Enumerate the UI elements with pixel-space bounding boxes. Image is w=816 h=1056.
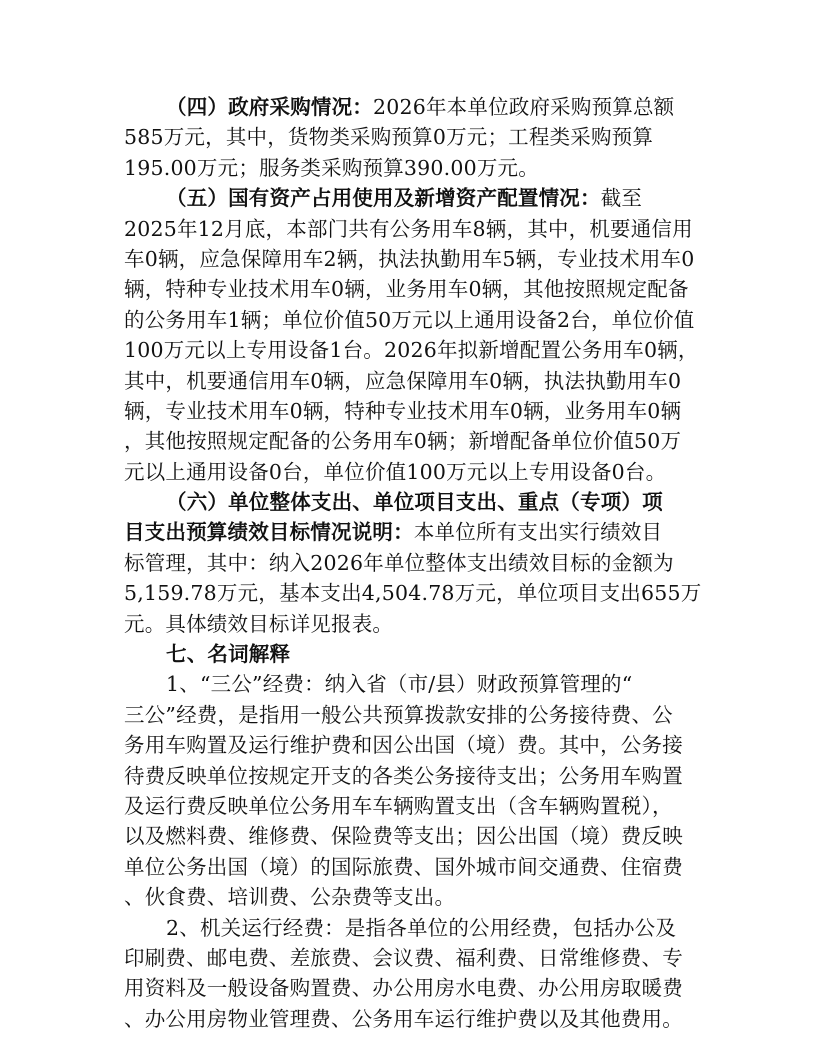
- performance-heading-line-1: （六）单位整体支出、单位项目支出、重点（专项）项: [166, 490, 663, 515]
- procurement-line-3: 195.00万元；服务类采购预算390.00万元。: [124, 155, 539, 180]
- section-7-title: 七、名词解释: [166, 642, 291, 667]
- performance-text-2: 本单位所有支出实行绩效目: [413, 520, 663, 545]
- assets-line-8: 辆，专业技术用车0辆，特种专业技术用车0辆，业务用车0辆: [124, 398, 682, 423]
- procurement-line-1: [124, 92, 698, 122]
- term1-line-7: 单位公务出国（境）的国际旅费、国外城市间交通费、住宿费: [124, 854, 683, 879]
- term1-line-2: 三公”经费，是指用一般公共预算拨款安排的公务接待费、公: [124, 702, 673, 727]
- procurement-heading: （四）政府采购情况：: [166, 95, 373, 119]
- term1-line-3: 务用车购置及运行维护费和因公出国（境）费。其中，公务接: [124, 733, 683, 758]
- procurement-text-1: 2026年本单位政府采购预算总额: [373, 95, 675, 119]
- assets-line-9: ，其他按照规定配备的公务用车0辆；新增配备单位价值50万: [124, 429, 682, 454]
- performance-line-5: 元。具体绩效目标详见报表。: [124, 611, 394, 636]
- term1-line-6: 以及燃料费、维修费、保险费等支出；因公出国（境）费反映: [124, 824, 683, 849]
- term2-line-4: 、办公用房物业管理费、公务用车运行维护费以及其他费用。: [124, 1006, 683, 1031]
- term1-line-8: 、伙食费、培训费、公杂费等支出。: [124, 885, 456, 910]
- performance-line-2: [124, 517, 698, 547]
- assets-line-7: 其中，机要通信用车0辆，应急保障用车0辆，执法执勤用车0: [124, 368, 682, 393]
- assets-line-1: [124, 183, 698, 213]
- performance-line-4: 5,159.78万元，基本支出4,504.78万元，单位项目支出655万: [124, 581, 702, 606]
- term2-line-1: 2、机关运行经费：是指各单位的公用经费，包括办公及: [166, 915, 677, 940]
- assets-line-3: 车0辆，应急保障用车2辆，执法执勤用车5辆，专业技术用车0: [124, 246, 695, 271]
- procurement-line-2: 585万元，其中，货物类采购预算0万元；工程类采购预算: [124, 125, 654, 150]
- assets-line-2: 2025年12月底，本部门共有公务用车8辆，其中，机要通信用: [124, 216, 693, 241]
- term2-line-2: 印刷费、邮电费、差旅费、会议费、福利费、日常维修费、专: [124, 945, 683, 970]
- term1-line-4: 待费反映单位按规定开支的各类公务接待支出；公务用车购置: [124, 763, 683, 788]
- assets-line-6: 100万元以上专用设备1台。2026年拟新增配置公务用车0辆，: [124, 338, 699, 363]
- assets-text-1: 截至: [600, 186, 643, 211]
- performance-line-3: 标管理，其中：纳入2026年单位整体支出绩效目标的金额为: [124, 550, 674, 575]
- document-body: [124, 92, 702, 1034]
- term1-line-5: 及运行费反映单位公务用车车辆购置支出（含车辆购置税），: [124, 793, 673, 818]
- term2-line-3: 用资料及一般设备购置费、办公用房水电费、办公用房取暖费: [124, 976, 683, 1001]
- assets-line-10: 元以上通用设备0台，单位价值100万元以上专用设备0台。: [124, 459, 667, 484]
- performance-heading-line-2: 目支出预算绩效目标情况说明：: [124, 520, 414, 545]
- assets-line-5: 的公务用车1辆；单位价值50万元以上通用设备2台，单位价值: [124, 307, 695, 332]
- assets-line-4: 辆，特种专业技术用车0辆，业务用车0辆，其他按照规定配备: [124, 277, 689, 302]
- term1-line-1: 1、“三公”经费：纳入省（市/县）财政预算管理的“: [166, 672, 633, 697]
- assets-heading: （五）国有资产占用使用及新增资产配置情况：: [166, 186, 601, 211]
